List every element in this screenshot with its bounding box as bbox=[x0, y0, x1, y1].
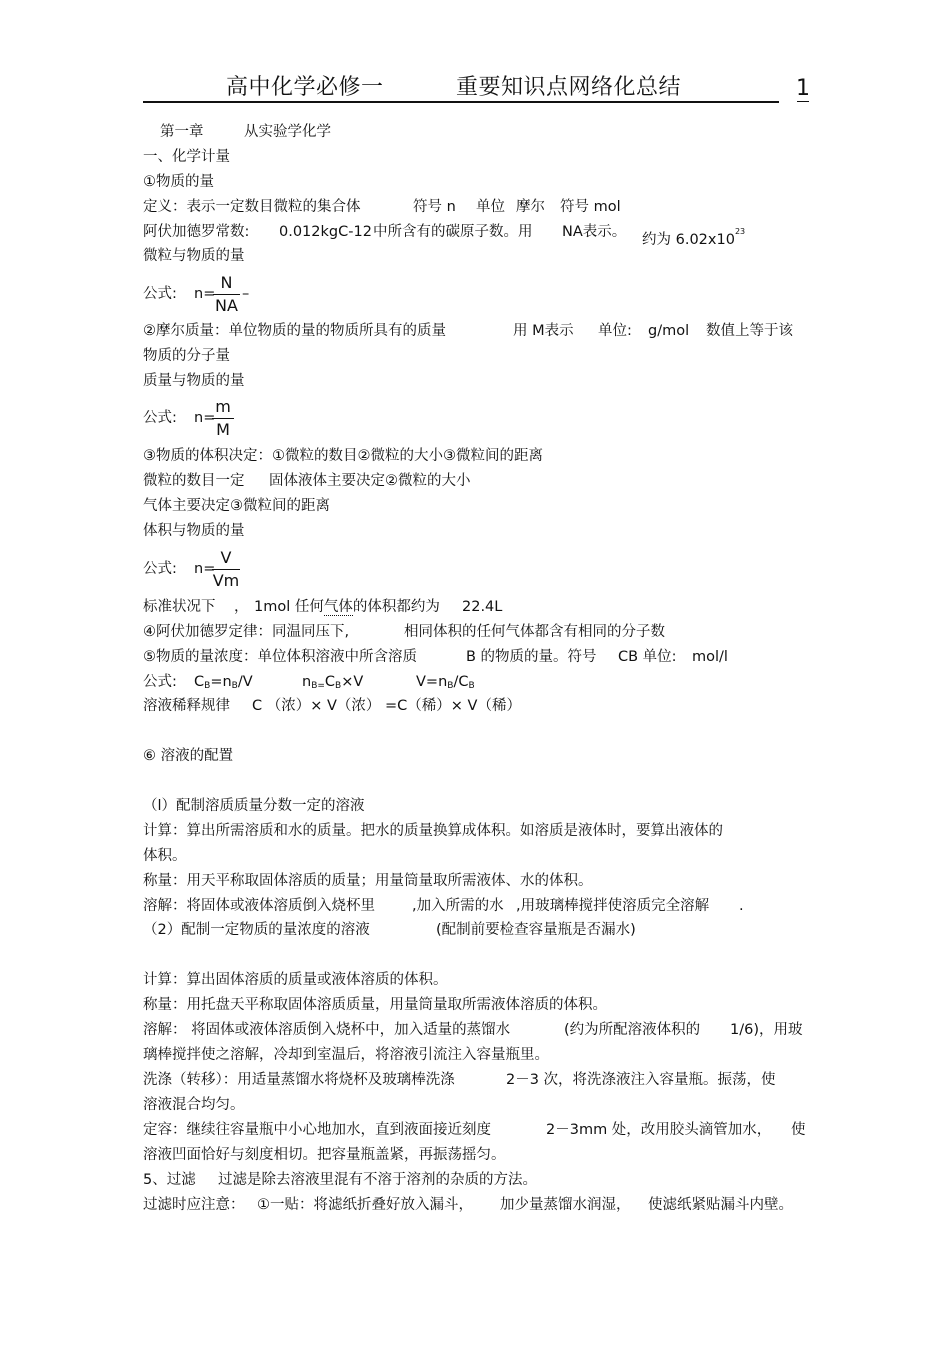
prep-dissolve-2c: 1/6)，用玻 bbox=[730, 1022, 803, 1038]
conc-formula-3: $V=n_B/C_B$ bbox=[416, 674, 475, 691]
filter-notes-label: 过滤时应注意： bbox=[143, 1197, 245, 1213]
molar-mass-note-2: 物质的分子量 bbox=[143, 348, 230, 364]
prep-weigh-1: 称量：用天平称取固体溶质的质量；用量筒量取所需液体、水的体积。 bbox=[143, 873, 593, 889]
prep-title: ⑥ 溶液的配置 bbox=[143, 748, 234, 764]
fraction-denominator: NA bbox=[215, 296, 238, 315]
formula-label-2: 公式: bbox=[143, 410, 177, 426]
dilution-rule: C （浓）× V（浓） =C（稀）× V（稀） bbox=[252, 698, 521, 714]
formula-lhs-1: n= bbox=[194, 286, 216, 302]
prep-dissolve-1b: ,加入所需的水 bbox=[412, 898, 504, 914]
conc-def: ⑤物质的量浓度：单位体积溶液中所含溶质 bbox=[143, 649, 417, 665]
avogadro-law-text: 相同体积的任何气体都含有相同的分子数 bbox=[404, 624, 665, 640]
stp-gas: 气体 bbox=[323, 599, 353, 615]
fraction-numerator: N bbox=[220, 273, 233, 292]
formula-trail: – bbox=[242, 286, 250, 302]
filter-def: 过滤是除去溶液里混有不溶于溶剂的杂质的方法。 bbox=[218, 1172, 537, 1188]
avogadro-law: ④阿伏加德罗定律：同温同压下, bbox=[143, 624, 350, 640]
filter-note-3: 使滤纸紧贴漏斗内壁。 bbox=[648, 1197, 793, 1213]
volume-particles: 微粒的数目一定 bbox=[143, 473, 245, 489]
fraction-denominator: Vm bbox=[212, 571, 240, 590]
amount-relation: 微粒与物质的量 bbox=[143, 248, 245, 264]
formula-label-1: 公式: bbox=[143, 286, 177, 302]
prep-weigh-2: 称量：用托盘天平称取固体溶质质量，用量筒量取所需液体溶质的体积。 bbox=[143, 997, 607, 1013]
fraction-m-m bbox=[212, 398, 234, 439]
prep-calc-1: 计算：算出所需溶质和水的质量。把水的质量换算成体积。如溶质是液体时，要算出液体的 bbox=[143, 823, 723, 839]
prep-dissolve-1d: . bbox=[739, 898, 744, 914]
filter-title: 5、过滤 bbox=[143, 1172, 196, 1188]
amount-title: ①物质的量 bbox=[143, 174, 214, 190]
prep-sub-2-note: (配制前要检查容量瓶是否漏水) bbox=[436, 922, 636, 938]
header-title-left: 高中化学必修一 bbox=[226, 75, 384, 100]
prep-calc-2: 计算：算出固体溶质的质量或液体溶质的体积。 bbox=[143, 972, 448, 988]
prep-dissolve-1c: ,用玻璃棒搅拌使溶质完全溶解 bbox=[516, 898, 710, 914]
avogadro-ref: 0.012kgC-12 bbox=[279, 224, 372, 240]
prep-dissolve-2b: (约为所配溶液体积的 bbox=[564, 1022, 701, 1038]
molar-mass-unit-label: 单位: bbox=[598, 323, 632, 339]
amount-unit-label: 单位 bbox=[476, 199, 505, 215]
conc-formula-label: 公式: bbox=[143, 674, 177, 690]
volume-gas: 气体主要决定③微粒间的距离 bbox=[143, 498, 330, 514]
volume-relation: 体积与物质的量 bbox=[143, 523, 245, 539]
stp-value: 22.4L bbox=[462, 599, 503, 615]
section-heading: 一、化学计量 bbox=[143, 149, 230, 165]
amount-def: 定义：表示一定数目微粒的集合体 bbox=[143, 199, 361, 215]
amount-unit-symbol: 符号 mol bbox=[560, 199, 621, 215]
header-title-right: 重要知识点网络化总结 bbox=[456, 75, 682, 100]
mass-relation: 质量与物质的量 bbox=[143, 373, 245, 389]
prep-fix: 定容：继续往容量瓶中小心地加水，直到液面接近刻度 bbox=[143, 1122, 491, 1138]
avogadro-text: 中所含有的碳原子数。用 bbox=[373, 224, 533, 240]
formula-lhs-3: n= bbox=[194, 561, 216, 577]
conc-unit: mol/l bbox=[692, 649, 728, 665]
prep-wash: 洗涤（转移）：用适量蒸馏水将烧杯及玻璃棒洗涤 bbox=[143, 1072, 455, 1088]
page-number-rule bbox=[797, 101, 809, 102]
dilution-label: 溶液稀释规律 bbox=[143, 698, 230, 714]
prep-sub-2: （2）配制一定物质的量浓度的溶液 bbox=[143, 922, 370, 938]
prep-fix-c: 使 bbox=[791, 1122, 806, 1138]
stp-comma: ， bbox=[234, 599, 249, 615]
volume-solid-liquid: 固体液体主要决定②微粒的大小 bbox=[269, 473, 471, 489]
page-number: 1 bbox=[796, 76, 810, 101]
fraction-bar bbox=[212, 418, 234, 419]
avogadro-label: 阿伏加德罗常数: bbox=[143, 224, 250, 240]
conc-formula-1: $C_B=n_B/V$ bbox=[194, 674, 253, 691]
chapter-name: 从实验学化学 bbox=[244, 124, 331, 140]
fraction-v-vm bbox=[212, 549, 240, 590]
molar-mass-def: ②摩尔质量：单位物质的量的物质所具有的质量 bbox=[143, 323, 446, 339]
conc-formula-2: $n_{B=}C_B\times V$ bbox=[302, 674, 364, 691]
formula-lhs-2: n= bbox=[194, 410, 216, 426]
fraction-bar bbox=[213, 294, 240, 295]
avogadro-exponent: 23 bbox=[734, 227, 746, 236]
amount-unit: 摩尔 bbox=[516, 199, 545, 215]
conc-def-b: B 的物质的量。符号 bbox=[466, 649, 597, 665]
fraction-bar bbox=[212, 569, 240, 570]
prep-dissolve-1: 溶解：将固体或液体溶质倒入烧杯里 bbox=[143, 898, 375, 914]
molar-mass-symbol: 用 M表示 bbox=[513, 323, 574, 339]
formula-label-3: 公式: bbox=[143, 561, 177, 577]
fraction-numerator: m bbox=[215, 397, 231, 416]
molar-mass-unit: g/mol bbox=[648, 323, 690, 339]
prep-wash-c: 溶液混合均匀。 bbox=[143, 1097, 245, 1113]
volume-factors: ③物质的体积决定：①微粒的数目②微粒的大小③微粒间的距离 bbox=[143, 448, 543, 464]
prep-dissolve-2: 溶解： 将固体或液体溶质倒入烧杯中，加入适量的蒸馏水 bbox=[143, 1022, 511, 1038]
prep-dissolve-2d: 璃棒搅拌使之溶解，冷却到室温后，将溶液引流注入容量瓶里。 bbox=[143, 1047, 549, 1063]
prep-calc-1b: 体积。 bbox=[143, 848, 187, 864]
molar-mass-note: 数值上等于该 bbox=[706, 323, 793, 339]
prep-sub-1: （l）配制溶质质量分数一定的溶液 bbox=[143, 798, 365, 814]
prep-fix-b: 2－3mm 处，改用胶头滴管加水， bbox=[546, 1122, 772, 1138]
avogadro-value: 约为 $6.02x10^{23}$ bbox=[642, 227, 746, 248]
filter-note-2: 加少量蒸馏水润湿， bbox=[500, 1197, 631, 1213]
stp-label: 标准状况下 bbox=[143, 599, 216, 615]
conc-symbol: CB 单位: bbox=[618, 649, 677, 665]
chapter-label: 第一章 bbox=[160, 124, 204, 140]
stp-text: 1mol 任何气体的体积都约为 bbox=[254, 599, 440, 615]
fraction-denominator: M bbox=[216, 420, 230, 439]
filter-note-1: ①一贴：将滤纸折叠好放入漏斗， bbox=[257, 1197, 473, 1213]
prep-wash-b: 2－3 次，将洗涤液注入容量瓶。振荡，使 bbox=[506, 1072, 776, 1088]
avogadro-symbol: NA表示。 bbox=[562, 224, 627, 240]
prep-fix-d: 溶液凹面恰好与刻度相切。把容量瓶盖紧，再振荡摇匀。 bbox=[143, 1147, 506, 1163]
fraction-n-na bbox=[213, 274, 240, 315]
amount-symbol: 符号 n bbox=[413, 199, 456, 215]
header-rule bbox=[143, 101, 779, 103]
fraction-numerator: V bbox=[220, 548, 232, 567]
